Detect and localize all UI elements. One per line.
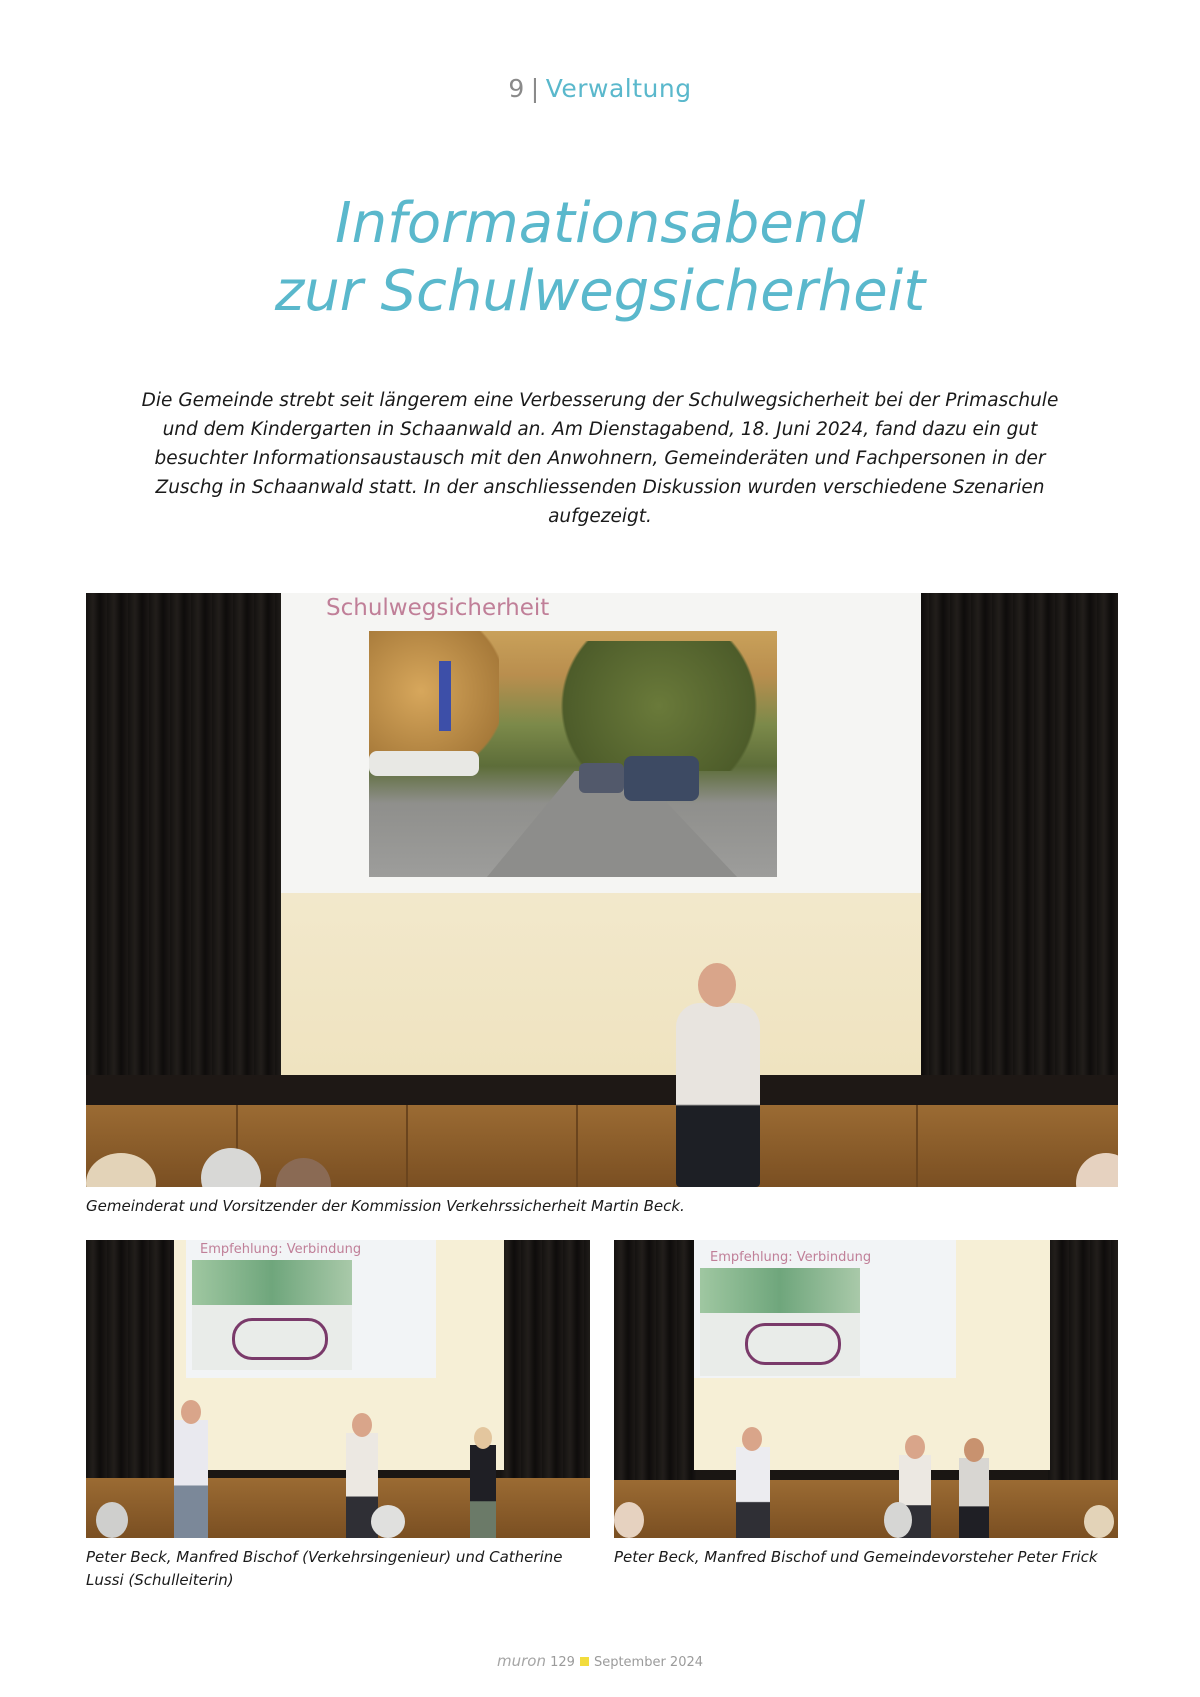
slide-street-photo xyxy=(369,631,777,877)
page-header xyxy=(0,74,1200,103)
footer-date: September 2024 xyxy=(593,1655,704,1670)
speaker xyxy=(676,1003,760,1187)
title-line-1: Informationsabend xyxy=(335,191,865,256)
projection-screen-left xyxy=(174,1240,504,1470)
slide-title-right: Empfehlung: Verbindung xyxy=(710,1250,872,1265)
page-footer xyxy=(0,1652,1200,1670)
footer-brand: muron xyxy=(496,1652,546,1670)
title-line-2: zur Schulwegsicherheit xyxy=(274,259,926,324)
slide-map-left xyxy=(192,1260,352,1370)
projection-screen xyxy=(281,593,921,1075)
lead-paragraph: Die Gemeinde strebt seit längerem eine Verbesserung der Schulwegsicherheit bei der Primaschule und dem Kindergarten in Schaanwald an. Am Dienstagabend, 18. Juni 2024, fand dazu ein gut besuchter Informationsaustausch mit den Anwohnern, Gemeinderäten und Fachpersonen in der Zuschg in Schaanwald statt. In der anschliessenden Diskussion wurden verschiedene Szenarien aufgezeigt. xyxy=(141,390,1059,527)
slide-title-left: Empfehlung: Verbindung xyxy=(200,1242,362,1257)
main-photo-caption: Gemeinderat und Vorsitzender der Kommission Verkehrssicherheit Martin Beck. xyxy=(86,1197,685,1215)
footer-issue: 129 xyxy=(550,1655,575,1670)
footer-square-icon xyxy=(580,1657,589,1666)
article-title xyxy=(0,190,1200,326)
photo-right xyxy=(614,1240,1118,1538)
slide-map-right xyxy=(700,1268,860,1376)
photo-left xyxy=(86,1240,590,1538)
page-number: 9 xyxy=(508,74,525,103)
photo-left-caption: Peter Beck, Manfred Bischof (Verkehrsingenieur) und Catherine Lussi (Schulleiterin) xyxy=(86,1548,563,1589)
section-name: Verwaltung xyxy=(545,74,692,103)
main-photo xyxy=(86,593,1118,1187)
photo-right-caption: Peter Beck, Manfred Bischof und Gemeindevorsteher Peter Frick xyxy=(614,1548,1098,1566)
header-separator: | xyxy=(530,74,540,103)
slide-title: Schulwegsicherheit xyxy=(326,595,550,621)
